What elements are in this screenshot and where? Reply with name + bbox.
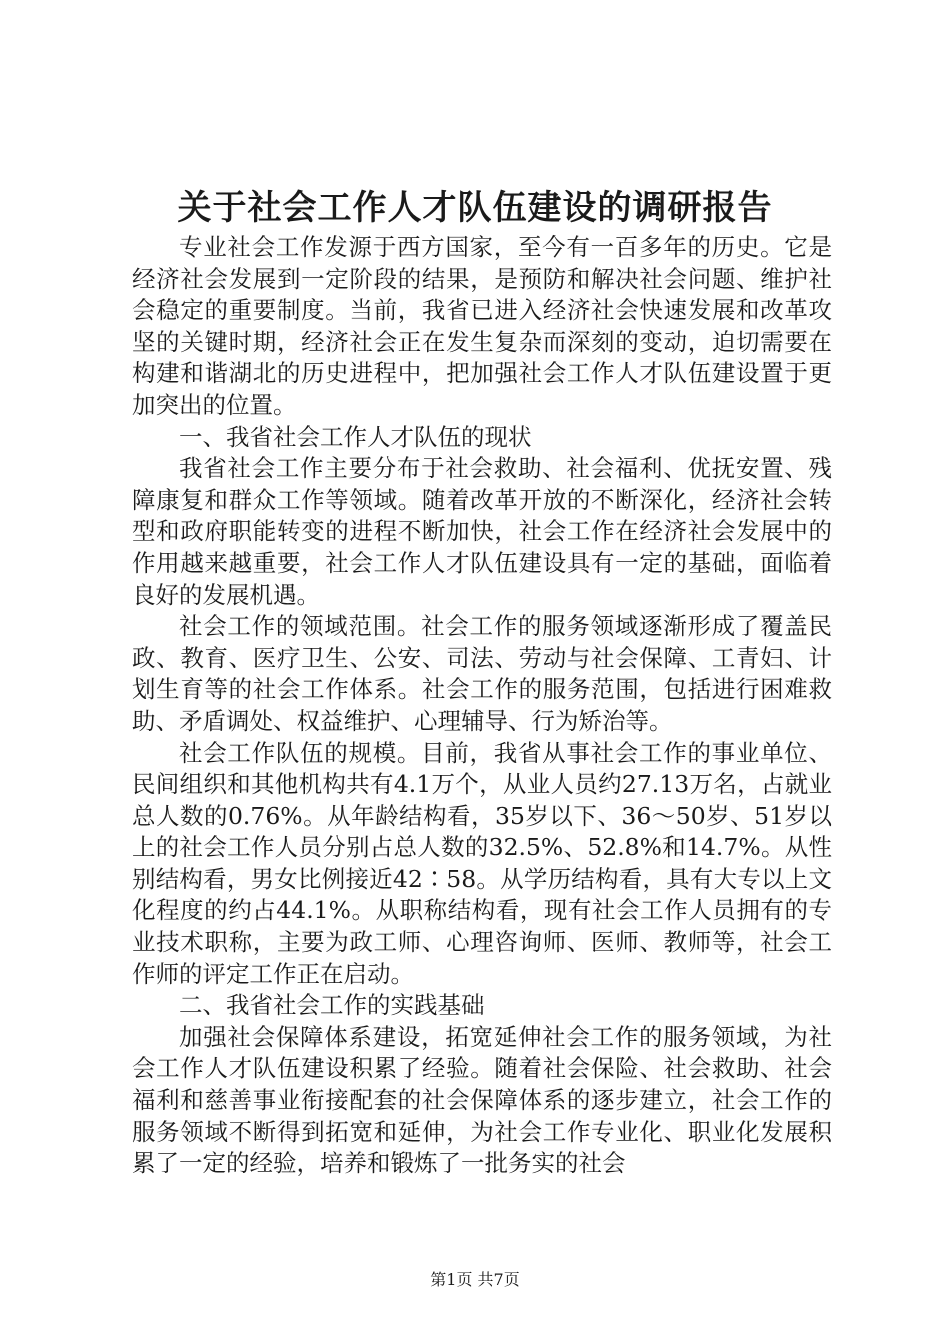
paragraph: 加强社会保障体系建设，拓宽延伸社会工作的服务领域，为社会工作人才队伍建设积累了经验。随着社会保险、社会救助、社会福利和慈善事业衔接配套的社会保障体系的逐步建立，社会工作的服务领域不断得到拓宽和延伸，为社会工作专业化、职业化发展积累了一定的经验，培养和锻炼了一批务实的社会 [132, 1022, 832, 1178]
document-body [132, 232, 832, 1180]
paragraph: 我省社会工作主要分布于社会救助、社会福利、优抚安置、残障康复和群众工作等领域。随着改革开放的不断深化，经济社会转型和政府职能转变的进程不断加快，社会工作在经济社会发展中的作用越来越重要，社会工作人才队伍建设具有一定的基础，面临着良好的发展机遇。 [132, 454, 832, 609]
paragraph: 专业社会工作发源于西方国家，至今有一百多年的历史。它是经济社会发展到一定阶段的结果，是预防和解决社会问题、维护社会稳定的重要制度。当前，我省已进入经济社会快速发展和改革攻坚的关键时期，经济社会正在发生复杂而深刻的变动，迫切需要在构建和谐湖北的历史进程中，把加强社会工作人才队伍建设置于更加突出的位置。 [132, 233, 832, 419]
paragraph: 社会工作的领域范围。社会工作的服务领域逐渐形成了覆盖民政、教育、医疗卫生、公安、司法、劳动与社会保障、工青妇、计划生育等的社会工作体系。社会工作的服务范围，包括进行困难救助、矛盾调处、权益维护、心理辅导、行为矫治等。 [132, 612, 832, 735]
page-footer: 第1页 共7页 [430, 1270, 520, 1289]
paragraph: 社会工作队伍的规模。目前，我省从事社会工作的事业单位、民间组织和其他机构共有4.1万个，从业人员约27.13万名，占就业总人数的0.76%。从年龄结构看，35岁以下、36～50岁、51岁以上的社会工作人员分别占总人数的32.5%、52.8%和14.7%。从性别结构看，男女比例接近42∶58。从学历结构看，具有大专以上文化程度的约占44.1%。从职称结构看，现有社会工作人员拥有的专业技术职称，主要为政工师、心理咨询师、医师、教师等，社会工作师的评定工作正在启动。 [132, 738, 832, 988]
section-heading: 一、我省社会工作人才队伍的现状 [179, 422, 532, 451]
section-heading: 二、我省社会工作的实践基础 [179, 991, 485, 1020]
document-title: 关于社会工作人才队伍建设的调研报告 [177, 188, 773, 228]
